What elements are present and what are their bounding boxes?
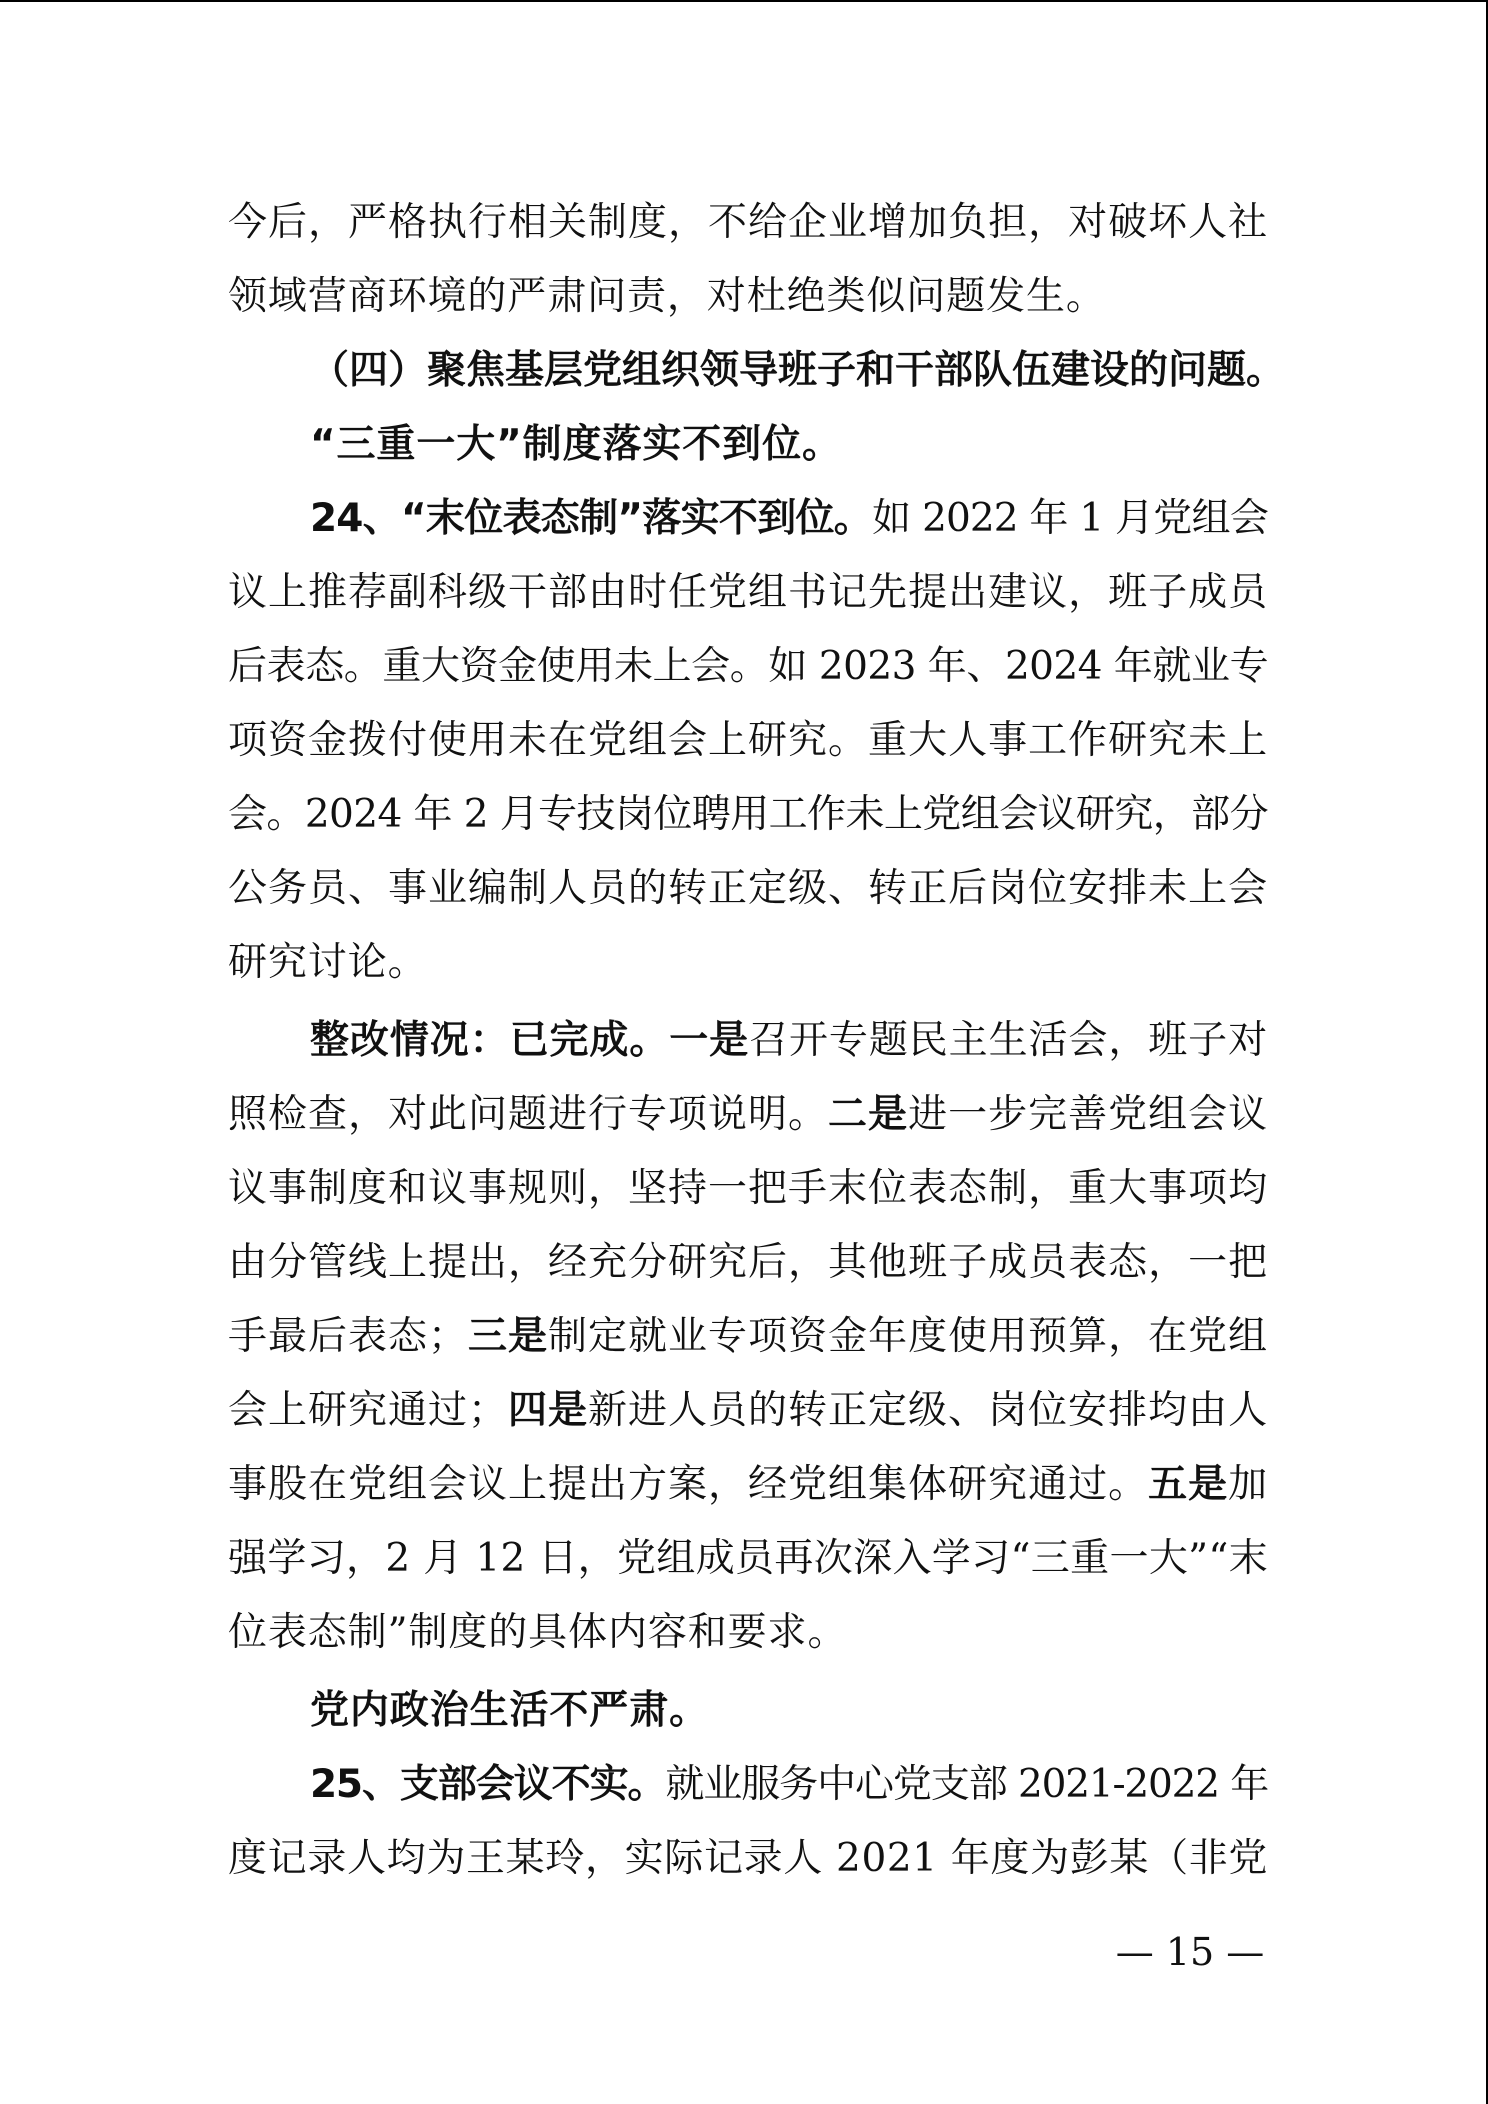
text-run: 如 2022 年 1 月党组会 (872, 496, 1268, 541)
text-run: 事股在党组会议上提出方案，经党组集体研究通过。 (228, 1462, 1149, 1507)
text-run: 召开专题民主生活会，班子对 (749, 1018, 1268, 1063)
section-heading (310, 334, 1290, 408)
bold-text-run: “三重一大”制度落实不到位。 (310, 422, 842, 467)
text-run: 位表态制”制度的具体内容和要求。 (228, 1610, 848, 1655)
bold-text-run: 25、支部会议不实。 (310, 1762, 666, 1807)
text-line (228, 704, 1268, 778)
text-line (228, 556, 1268, 630)
text-run: 会上研究通过； (228, 1388, 508, 1433)
text-run: 公务员、事业编制人员的转正定级、转正后岗位安排未上会 (228, 866, 1268, 911)
text-run: 加 (1228, 1462, 1268, 1507)
text-run: 强学习，2 月 12 日，党组成员再次深入学习“三重一大”“末 (228, 1536, 1268, 1581)
text-line (228, 630, 1268, 704)
text-run: 议上推荐副科级干部由时任党组书记先提出建议，班子成员 (228, 570, 1268, 615)
text-line (228, 1822, 1268, 1896)
subsection-heading (310, 1674, 1268, 1748)
bold-text-run: 四是 (507, 1388, 589, 1433)
rectification-status-line (310, 1004, 1268, 1078)
text-line (228, 852, 1268, 926)
text-line (228, 1078, 1268, 1152)
text-run: 照检查，对此问题进行专项说明。 (228, 1092, 829, 1137)
issue-24-heading-line (310, 482, 1268, 556)
text-run: 领域营商环境的严肃问责，对杜绝类似问题发生。 (228, 274, 1106, 319)
text-line (228, 186, 1268, 260)
text-run: 制定就业专项资金年度使用预算，在党组 (548, 1314, 1269, 1359)
bold-text-run: 三是 (467, 1314, 549, 1359)
bold-text-run: 整改情况：已完成。一是 (310, 1018, 750, 1063)
text-line (228, 1152, 1268, 1226)
bold-text-run: 五是 (1148, 1462, 1229, 1507)
text-run: 度记录人均为王某玲，实际记录人 2021 年度为彭某（非党 (228, 1836, 1268, 1881)
text-line (228, 1448, 1268, 1522)
text-line (228, 1374, 1268, 1448)
text-run: 项资金拨付使用未在党组会上研究。重大人事工作研究未上 (228, 718, 1268, 763)
subsection-heading (310, 408, 1268, 482)
bold-text-run: 二是 (828, 1092, 909, 1137)
text-run: 新进人员的转正定级、岗位安排均由人 (588, 1388, 1268, 1433)
text-line (228, 1522, 1268, 1596)
text-run: 研究讨论。 (228, 940, 428, 985)
text-line (228, 1596, 1268, 1670)
text-line (228, 926, 1268, 1000)
text-run: 就业服务中心党支部 2021-2022 年 (665, 1762, 1268, 1807)
issue-25-heading-line (310, 1748, 1268, 1822)
text-run: 会。2024 年 2 月专技岗位聘用工作未上党组会议研究，部分 (228, 792, 1268, 837)
text-run: 手最后表态； (228, 1314, 468, 1359)
text-line (228, 260, 1268, 334)
top-border-line (0, 0, 1488, 2)
text-line (228, 1226, 1268, 1300)
text-run: 进一步完善党组会议 (908, 1092, 1268, 1137)
bold-text-run: （四）聚焦基层党组织领导班子和干部队伍建设的问题。 (310, 348, 1286, 393)
text-run: 后表态。重大资金使用未上会。如 2023 年、2024 年就业专 (228, 644, 1268, 689)
bold-text-run: 党内政治生活不严肃。 (310, 1688, 710, 1733)
text-line (228, 1300, 1268, 1374)
page-number: — 15 — (1115, 1930, 1265, 1974)
text-run: 议事制度和议事规则，坚持一把手末位表态制，重大事项均 (228, 1166, 1268, 1211)
text-run: 由分管线上提出，经充分研究后，其他班子成员表态，一把 (228, 1240, 1268, 1285)
text-line (228, 778, 1268, 852)
text-run: 今后，严格执行相关制度，不给企业增加负担，对破坏人社 (228, 200, 1268, 245)
bold-text-run: 24、“末位表态制”落实不到位。 (310, 496, 873, 541)
